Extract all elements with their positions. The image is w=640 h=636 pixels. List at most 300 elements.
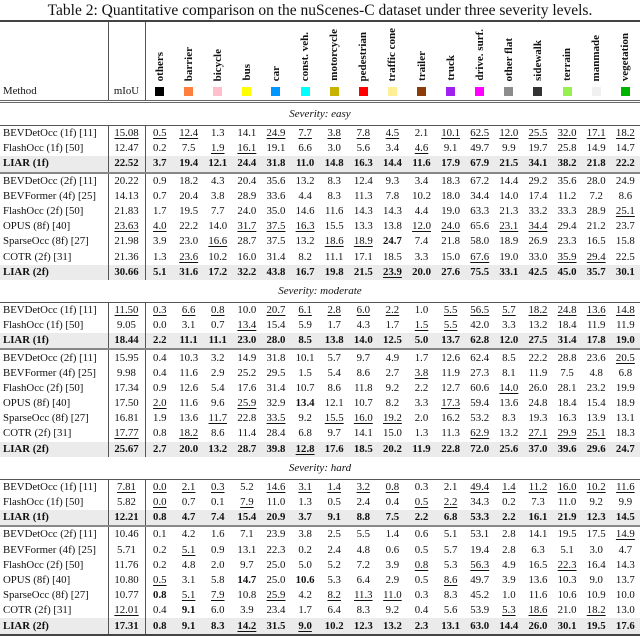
- score-value: 25.0: [266, 573, 286, 586]
- class-score-cell: [436, 396, 465, 411]
- class-score-cell: [407, 173, 436, 189]
- class-score-cell: [291, 603, 320, 618]
- score-value: 20.2: [382, 442, 402, 455]
- score-value: 19.5: [557, 528, 577, 541]
- class-score-cell: [553, 479, 582, 495]
- class-score-cell: [378, 333, 407, 349]
- class-score-cell: [291, 543, 320, 558]
- score-value: 14.0: [499, 189, 519, 202]
- class-score-cell: [611, 558, 640, 573]
- score-value: 43.8: [266, 265, 286, 278]
- score-value: 0.3: [211, 480, 225, 493]
- score-value: 34.3: [470, 496, 490, 509]
- score-value: 6.8: [443, 511, 458, 524]
- score-value: 19.5: [586, 619, 606, 632]
- class-score-cell: [465, 396, 494, 411]
- class-score-cell: [523, 479, 552, 495]
- score-value: 5.0: [414, 334, 429, 347]
- class-score-cell: [494, 558, 523, 573]
- class-color-swatch: [475, 87, 484, 96]
- score-value: 0.8: [153, 619, 167, 632]
- class-score-cell: [611, 479, 640, 495]
- class-score-cell: [494, 543, 523, 558]
- class-score-cell: [349, 603, 378, 618]
- class-color-swatch: [621, 87, 630, 96]
- method-cell: FlashOcc (1f) [50]: [0, 141, 108, 156]
- score-value: 13.6: [499, 397, 519, 410]
- score-value: 34.4: [528, 220, 548, 233]
- class-color-swatch: [592, 87, 601, 96]
- score-value: 11.4: [237, 427, 257, 440]
- score-value: 19.2: [382, 412, 402, 425]
- class-label: trailer: [415, 51, 428, 81]
- class-score-cell: [611, 219, 640, 234]
- class-score-cell: [145, 411, 174, 426]
- class-score-cell: [174, 411, 203, 426]
- score-value: 2.9: [385, 573, 400, 586]
- table-row: [0, 510, 640, 526]
- score-value: 4.7: [618, 543, 633, 556]
- table-row: [0, 318, 640, 333]
- class-score-cell: [553, 510, 582, 526]
- class-score-cell: [553, 204, 582, 219]
- class-score-cell: [349, 618, 378, 634]
- score-value: 31.5: [266, 619, 286, 632]
- score-value: 10.1: [295, 351, 315, 364]
- class-score-cell: [436, 426, 465, 441]
- score-value: 53.1: [470, 528, 490, 541]
- score-value: 67.2: [470, 174, 490, 187]
- score-value: 16.0: [353, 412, 373, 425]
- score-value: 24.7: [615, 442, 635, 455]
- score-value: 37.0: [528, 442, 548, 455]
- method-cell: COTR (2f) [31]: [0, 603, 108, 618]
- table-row: [0, 442, 640, 457]
- score-value: 15.08: [114, 127, 139, 140]
- class-score-cell: [523, 426, 552, 441]
- score-value: 22.5: [615, 250, 635, 263]
- class-score-cell: [523, 526, 552, 542]
- class-score-cell: [378, 526, 407, 542]
- score-value: 16.1: [528, 511, 548, 524]
- class-score-cell: [232, 603, 261, 618]
- score-value: 14.6: [295, 205, 315, 218]
- class-score-cell: [145, 543, 174, 558]
- table-row: [0, 479, 640, 495]
- score-value: 6.0: [356, 303, 371, 316]
- class-score-cell: [436, 141, 465, 156]
- score-value: 10.3: [179, 351, 199, 364]
- score-value: 0.2: [153, 558, 167, 571]
- class-score-cell: [349, 173, 378, 189]
- score-value: 0.4: [153, 604, 167, 617]
- class-score-cell: [582, 250, 611, 265]
- score-value: 2.1: [443, 480, 458, 493]
- class-score-cell: [378, 573, 407, 588]
- class-score-cell: [611, 156, 640, 172]
- score-value: 18.4: [557, 319, 577, 332]
- score-value: 0.9: [153, 174, 167, 187]
- score-value: 1.7: [327, 319, 341, 332]
- method-cell: OPUS (8f) [40]: [0, 219, 108, 234]
- class-score-cell: [320, 603, 349, 618]
- score-value: 9.0: [589, 573, 603, 586]
- class-score-cell: [465, 573, 494, 588]
- score-value: 5.7: [443, 543, 458, 556]
- table-row: [0, 141, 640, 156]
- score-value: 29.4: [557, 220, 577, 233]
- score-value: 28.4: [266, 427, 286, 440]
- score-value: 15.0: [382, 427, 402, 440]
- score-value: 12.47: [114, 142, 139, 155]
- class-score-cell: [407, 126, 436, 142]
- class-score-cell: [494, 250, 523, 265]
- score-value: 14.9: [615, 528, 635, 541]
- class-score-cell: [494, 495, 523, 510]
- class-score-cell: [436, 381, 465, 396]
- score-value: 33.3: [557, 205, 577, 218]
- score-value: 7.8: [385, 189, 400, 202]
- class-score-cell: [407, 510, 436, 526]
- score-value: 1.7: [385, 319, 400, 332]
- class-score-cell: [465, 479, 494, 495]
- score-value: 25.0: [266, 558, 286, 571]
- score-value: 53.9: [470, 604, 490, 617]
- score-value: 38.2: [557, 157, 577, 170]
- score-value: 10.80: [114, 573, 139, 586]
- score-value: 5.5: [443, 319, 458, 332]
- score-value: 8.6: [618, 189, 633, 202]
- score-value: 33.0: [528, 250, 548, 263]
- class-score-cell: [407, 603, 436, 618]
- score-value: 27.5: [528, 334, 548, 347]
- score-value: 11.3: [354, 589, 373, 602]
- class-header: [465, 21, 494, 102]
- method-cell: FlashOcc (1f) [50]: [0, 318, 108, 333]
- table-body: [0, 102, 640, 635]
- score-value: 21.8: [441, 235, 461, 248]
- class-score-cell: [523, 333, 552, 349]
- score-value: 19.0: [499, 250, 519, 263]
- score-value: 5.3: [327, 573, 341, 586]
- miou-cell: [108, 510, 145, 526]
- score-value: 5.4: [327, 366, 341, 379]
- class-color-swatch: [563, 87, 572, 96]
- class-score-cell: [523, 302, 552, 318]
- class-score-cell: [145, 141, 174, 156]
- class-score-cell: [494, 204, 523, 219]
- score-value: 25.9: [237, 397, 257, 410]
- class-score-cell: [320, 411, 349, 426]
- score-value: 12.01: [114, 604, 139, 617]
- score-value: 9.2: [298, 412, 312, 425]
- class-color-swatch: [388, 87, 397, 96]
- class-score-cell: [349, 495, 378, 510]
- class-score-cell: [174, 219, 203, 234]
- score-value: 0.4: [153, 366, 167, 379]
- class-score-cell: [436, 495, 465, 510]
- class-score-cell: [465, 204, 494, 219]
- score-value: 9.1: [181, 619, 196, 632]
- class-score-cell: [494, 603, 523, 618]
- class-score-cell: [494, 426, 523, 441]
- score-value: 19.8: [324, 265, 344, 278]
- class-score-cell: [523, 558, 552, 573]
- class-score-cell: [611, 333, 640, 349]
- class-score-cell: [349, 479, 378, 495]
- class-score-cell: [436, 603, 465, 618]
- method-cell: SparseOcc (8f) [27]: [0, 588, 108, 603]
- class-score-cell: [145, 219, 174, 234]
- score-value: 9.7: [240, 558, 254, 571]
- table-row: [0, 366, 640, 381]
- class-score-cell: [378, 204, 407, 219]
- score-value: 2.1: [181, 480, 196, 493]
- class-score-cell: [407, 366, 436, 381]
- class-score-cell: [174, 618, 203, 634]
- score-value: 32.0: [557, 127, 577, 140]
- class-score-cell: [553, 250, 582, 265]
- score-value: 1.9: [211, 142, 225, 155]
- class-score-cell: [261, 173, 290, 189]
- class-score-cell: [232, 573, 261, 588]
- class-score-cell: [523, 219, 552, 234]
- class-score-cell: [145, 349, 174, 365]
- score-value: 9.7: [356, 351, 371, 364]
- score-value: 23.6: [586, 351, 606, 364]
- class-score-cell: [582, 265, 611, 280]
- class-score-cell: [203, 526, 232, 542]
- class-score-cell: [553, 156, 582, 172]
- class-score-cell: [291, 204, 320, 219]
- score-value: 33.1: [499, 265, 519, 278]
- class-score-cell: [145, 526, 174, 542]
- class-score-cell: [407, 302, 436, 318]
- score-value: 0.4: [153, 351, 167, 364]
- class-score-cell: [553, 381, 582, 396]
- score-value: 29.6: [586, 442, 606, 455]
- severity-label: Severity: moderate: [278, 284, 362, 297]
- score-value: 0.2: [153, 543, 167, 556]
- class-score-cell: [494, 479, 523, 495]
- score-value: 16.1: [237, 142, 257, 155]
- class-header: [232, 21, 261, 102]
- class-score-cell: [232, 250, 261, 265]
- score-value: 23.3: [557, 235, 577, 248]
- class-score-cell: [349, 366, 378, 381]
- table-row: [0, 204, 640, 219]
- score-value: 13.2: [528, 319, 548, 332]
- class-score-cell: [174, 366, 203, 381]
- class-score-cell: [436, 234, 465, 249]
- score-value: 5.4: [211, 381, 225, 394]
- score-value: 21.0: [557, 604, 577, 617]
- class-score-cell: [553, 526, 582, 542]
- score-value: 5.1: [181, 543, 196, 556]
- class-score-cell: [320, 219, 349, 234]
- class-score-cell: [174, 234, 203, 249]
- score-value: 4.7: [181, 511, 196, 524]
- class-score-cell: [553, 173, 582, 189]
- class-score-cell: [436, 543, 465, 558]
- class-score-cell: [174, 396, 203, 411]
- class-score-cell: [320, 479, 349, 495]
- score-value: 18.9: [499, 235, 519, 248]
- class-score-cell: [349, 204, 378, 219]
- score-value: 37.5: [266, 235, 286, 248]
- class-score-cell: [582, 495, 611, 510]
- method-cell: BEVDetOcc (2f) [11]: [0, 526, 108, 542]
- score-value: 7.81: [117, 480, 136, 493]
- score-value: 3.4: [414, 174, 429, 187]
- header-row: [0, 21, 640, 102]
- score-value: 2.8: [327, 303, 341, 316]
- score-value: 18.3: [441, 174, 461, 187]
- class-header: [553, 21, 582, 102]
- score-value: 42.0: [470, 319, 490, 332]
- class-score-cell: [436, 366, 465, 381]
- miou-cell: [108, 126, 145, 142]
- score-value: 20.0: [179, 442, 199, 455]
- score-value: 2.2: [443, 496, 458, 509]
- score-value: 13.1: [441, 619, 461, 632]
- class-score-cell: [378, 588, 407, 603]
- class-score-cell: [174, 573, 203, 588]
- table-row: [0, 302, 640, 318]
- class-score-cell: [582, 526, 611, 542]
- score-value: 13.8: [324, 334, 344, 347]
- score-value: 6.1: [298, 303, 312, 316]
- score-value: 12.8: [295, 442, 315, 455]
- score-value: 13.2: [295, 235, 315, 248]
- score-value: 3.4: [385, 142, 400, 155]
- score-value: 4.9: [502, 558, 516, 571]
- class-score-cell: [145, 318, 174, 333]
- class-score-cell: [582, 573, 611, 588]
- miou-cell: [108, 573, 145, 588]
- miou-cell: [108, 173, 145, 189]
- score-value: 21.3: [499, 205, 519, 218]
- score-value: 11.6: [528, 589, 548, 602]
- score-value: 5.6: [443, 604, 458, 617]
- score-value: 0.4: [385, 496, 400, 509]
- class-score-cell: [378, 442, 407, 457]
- class-score-cell: [145, 204, 174, 219]
- class-score-cell: [553, 302, 582, 318]
- class-score-cell: [494, 189, 523, 204]
- class-score-cell: [349, 411, 378, 426]
- class-score-cell: [174, 333, 203, 349]
- class-score-cell: [436, 302, 465, 318]
- score-value: 14.0: [499, 381, 519, 394]
- class-score-cell: [232, 189, 261, 204]
- score-value: 26.0: [528, 381, 548, 394]
- class-score-cell: [611, 141, 640, 156]
- score-value: 16.81: [114, 412, 139, 425]
- class-score-cell: [553, 495, 582, 510]
- class-score-cell: [320, 588, 349, 603]
- miou-cell: [108, 396, 145, 411]
- method-cell: FlashOcc (2f) [50]: [0, 381, 108, 396]
- score-value: 0.5: [414, 496, 429, 509]
- score-value: 72.0: [470, 442, 490, 455]
- score-value: 11.1: [208, 334, 227, 347]
- score-value: 31.4: [557, 334, 577, 347]
- miou-cell: [108, 526, 145, 542]
- score-value: 10.77: [114, 589, 139, 602]
- class-score-cell: [523, 618, 552, 634]
- class-score-cell: [553, 189, 582, 204]
- class-score-cell: [378, 495, 407, 510]
- score-value: 31.4: [266, 381, 286, 394]
- class-score-cell: [203, 442, 232, 457]
- score-value: 3.1: [181, 573, 196, 586]
- class-score-cell: [232, 426, 261, 441]
- score-value: 11.6: [412, 157, 431, 170]
- class-score-cell: [407, 588, 436, 603]
- class-score-cell: [494, 411, 523, 426]
- score-value: 1.7: [414, 351, 429, 364]
- score-value: 16.2: [441, 412, 461, 425]
- miou-cell: [108, 219, 145, 234]
- method-cell: LIAR (1f): [0, 156, 108, 172]
- class-score-cell: [582, 126, 611, 142]
- class-score-cell: [553, 618, 582, 634]
- class-score-cell: [145, 234, 174, 249]
- score-value: 5.3: [502, 604, 516, 617]
- class-score-cell: [465, 302, 494, 318]
- score-value: 25.1: [615, 205, 635, 218]
- score-value: 2.2: [385, 303, 400, 316]
- score-value: 6.3: [531, 543, 545, 556]
- class-score-cell: [232, 411, 261, 426]
- miou-cell: [108, 588, 145, 603]
- class-score-cell: [261, 573, 290, 588]
- score-value: 15.5: [324, 220, 344, 233]
- score-value: 14.3: [353, 205, 373, 218]
- class-score-cell: [232, 510, 261, 526]
- class-score-cell: [349, 381, 378, 396]
- class-score-cell: [261, 234, 290, 249]
- score-value: 17.6: [237, 381, 257, 394]
- class-score-cell: [145, 558, 174, 573]
- score-value: 2.2: [414, 511, 429, 524]
- score-value: 18.6: [528, 604, 548, 617]
- score-value: 9.9: [618, 496, 633, 509]
- score-value: 1.3: [211, 127, 225, 140]
- class-score-cell: [523, 156, 552, 172]
- score-value: 19.3: [528, 412, 548, 425]
- score-value: 8.6: [356, 366, 371, 379]
- miou-cell: [108, 302, 145, 318]
- class-score-cell: [349, 333, 378, 349]
- class-score-cell: [349, 396, 378, 411]
- score-value: 10.9: [586, 589, 606, 602]
- score-value: 25.9: [266, 589, 286, 602]
- score-value: 23.7: [615, 220, 635, 233]
- class-score-cell: [291, 573, 320, 588]
- class-score-cell: [203, 173, 232, 189]
- score-value: 49.7: [470, 142, 490, 155]
- score-value: 0.5: [414, 573, 429, 586]
- method-cell: BEVDetOcc (1f) [11]: [0, 479, 108, 495]
- class-score-cell: [261, 265, 290, 280]
- score-value: 9.2: [385, 381, 400, 394]
- class-score-cell: [291, 442, 320, 457]
- class-header: [436, 21, 465, 102]
- class-score-cell: [494, 618, 523, 634]
- method-cell: BEVDetOcc (1f) [11]: [0, 302, 108, 318]
